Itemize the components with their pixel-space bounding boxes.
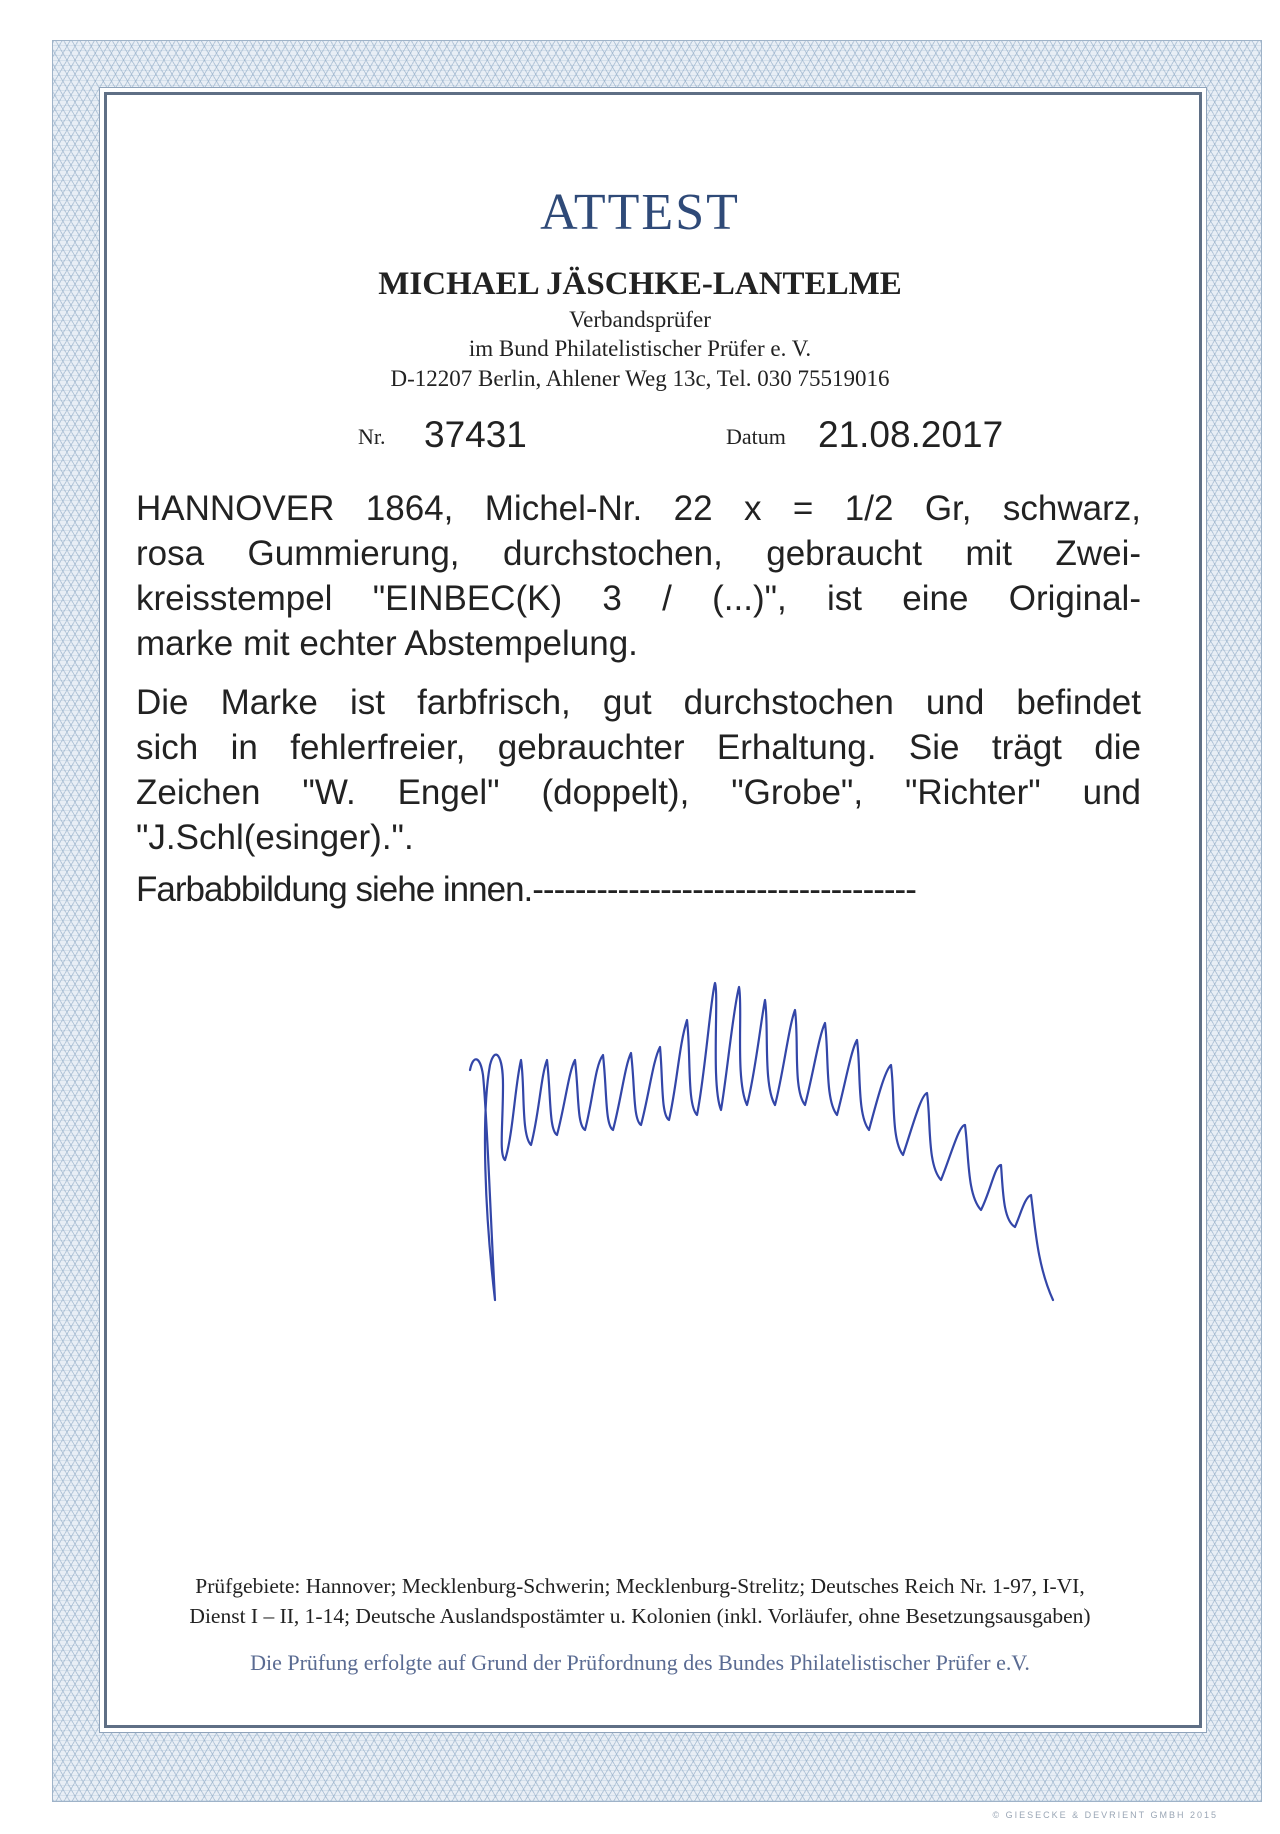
description-line: HANNOVER 1864, Michel-Nr. 22 x = 1/2 Gr, schwarz, [136, 489, 1141, 528]
certificate-number: 37431 [424, 414, 527, 455]
certificate-number-label: Nr. [358, 424, 386, 449]
printer-imprint: © GIESECKE & DEVRIENT GMBH 2015 [992, 1810, 1218, 1820]
image-note-text: Farbabbildung siehe innen.------------------------------------ [136, 870, 916, 909]
description-line: rosa Gummierung, durchstochen, gebraucht mit Zwei- [136, 534, 1141, 573]
image-note [136, 867, 1141, 912]
certificate-title: ATTEST [540, 184, 740, 241]
examiner-address: D-12207 Berlin, Ahlener Weg 13c, Tel. 030 75519016 [390, 366, 890, 391]
examiner-name: MICHAEL JÄSCHKE-LANTELME [378, 266, 902, 302]
date-label: Datum [726, 424, 786, 449]
examination-rules-note: Die Prüfung erfolgte auf Grund der Prüfordnung des Bundes Philatelistischer Prüfer e.V. [250, 1650, 1030, 1675]
examination-areas-line-2: Dienst I – II, 1-14; Deutsche Auslandspostämter u. Kolonien (inkl. Vorläufer, ohne Besetzungsausgaben) [189, 1604, 1091, 1628]
description-line: kreisstempel "EINBEC(K) 3 / (...)", ist eine Original- [136, 579, 1141, 618]
certificate-date: 21.08.2017 [818, 414, 1004, 455]
description-paragraph [136, 486, 1141, 666]
condition-line: sich in fehlerfreier, gebrauchter Erhaltung. Sie trägt die [136, 728, 1141, 767]
condition-line: Zeichen "W. Engel" (doppelt), "Grobe", "Richter" und [136, 773, 1141, 812]
examiner-signature [465, 965, 1195, 1335]
description-line: marke mit echter Abstempelung. [136, 624, 638, 663]
examiner-association: im Bund Philatelistischer Prüfer e. V. [468, 336, 812, 361]
condition-paragraph [136, 680, 1141, 860]
condition-line: Die Marke ist farbfrisch, gut durchstochen und befindet [136, 683, 1141, 722]
condition-line: "J.Schl(esinger).". [136, 818, 414, 857]
examiner-role: Verbandsprüfer [569, 307, 711, 332]
examination-areas-line-1: Prüfgebiete: Hannover; Mecklenburg-Schwerin; Mecklenburg-Strelitz; Deutsches Reich Nr. 1-97, I-VI, [195, 1574, 1085, 1598]
